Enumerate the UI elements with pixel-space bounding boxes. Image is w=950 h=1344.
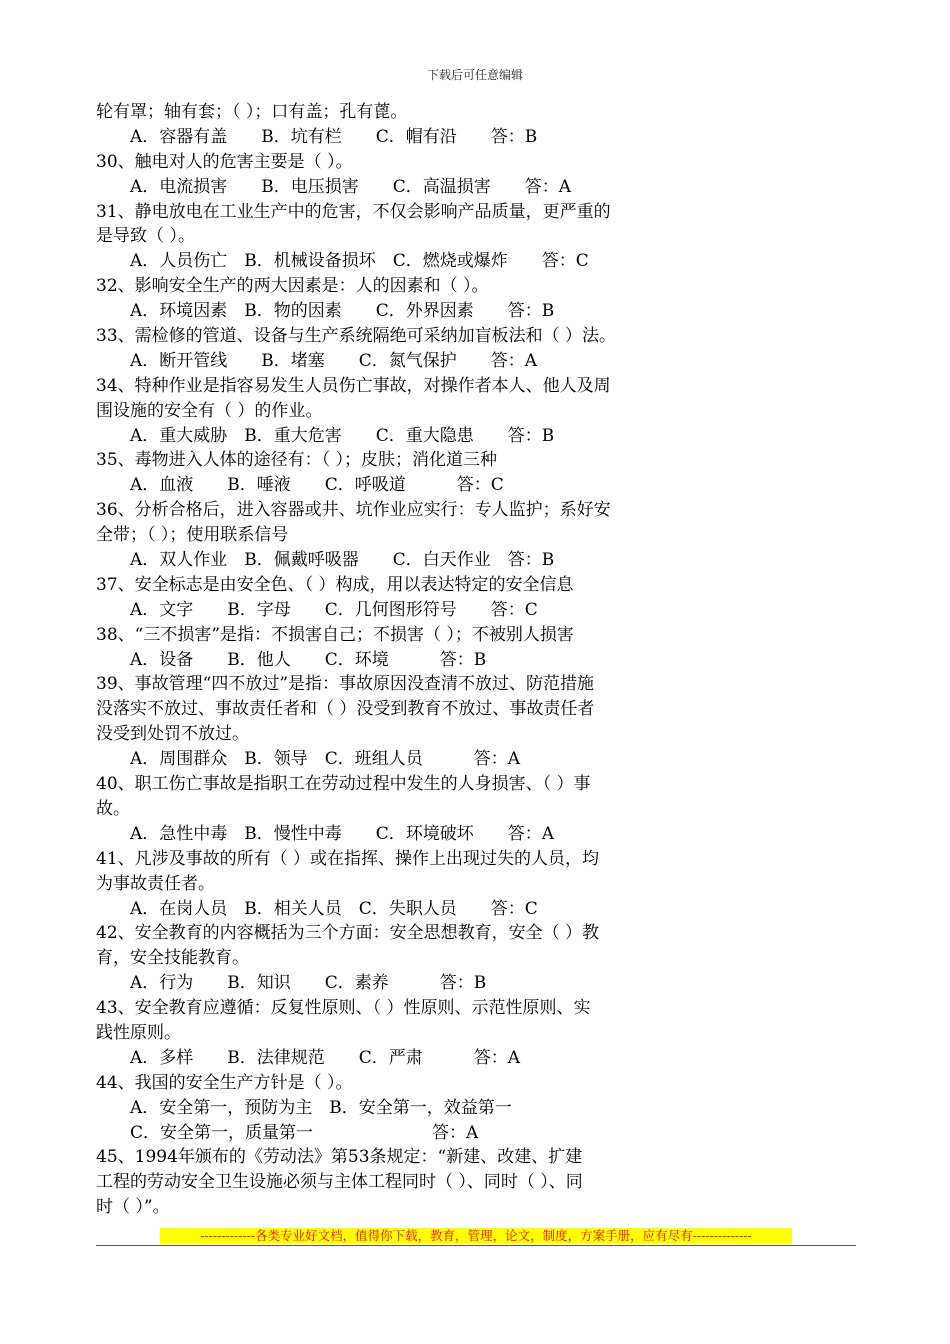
document-body xyxy=(96,100,676,1220)
answer-options-line: A．文字 B．字母 C．几何图形符号 答：C xyxy=(130,599,538,620)
question-text-line: 围设施的安全有（ ）的作业。 xyxy=(96,400,323,421)
question-text-line: 时（ ）”。 xyxy=(96,1197,170,1218)
answer-options-line: A．断开管线 B．堵塞 C．氮气保护 答：A xyxy=(130,350,538,371)
question-text-line: 34、特种作业是指容易发生人员伤亡事故，对操作者本人、他人及周 xyxy=(96,375,611,396)
question-text-line: 没落实不放过、事故责任者和（ ）没受到教育不放过、事故责任者 xyxy=(96,699,595,720)
question-text-line: 33、需检修的管道、设备与生产系统隔绝可采纳加盲板法和（ ）法。 xyxy=(96,326,617,347)
answer-options-line: A．容器有盖 B．坑有栏 C．帽有沿 答：B xyxy=(130,126,538,147)
question-text-line: 45、1994年颁布的《劳动法》第53条规定：“新建、改建、扩建 xyxy=(96,1147,583,1168)
question-text-line: 43、安全教育应遵循：反复性原则、（ ）性原则、示范性原则、实 xyxy=(96,998,591,1019)
question-text-line: 全带；（ ）；使用联系信号 xyxy=(96,525,289,546)
question-text-line: 39、事故管理“四不放过”是指：事故原因没查清不放过、防范措施 xyxy=(96,674,595,695)
answer-options-line: C．安全第一，质量第一 答：A xyxy=(130,1122,479,1143)
answer-options-line: A．周围群众 B．领导 C．班组人员 答：A xyxy=(130,749,521,770)
question-text-line: 践性原则。 xyxy=(96,1022,181,1043)
question-text-line: 工程的劳动安全卫生设施必须与主体工程同时（ ）、同时（ ）、同 xyxy=(96,1172,583,1193)
answer-options-line: A．环境因素 B．物的因素 C．外界因素 答：B xyxy=(130,301,555,322)
question-text-line: 32、影响安全生产的两大因素是：人的因素和（ ）。 xyxy=(96,276,489,297)
answer-options-line: A．行为 B．知识 C．素养 答：B xyxy=(130,973,487,994)
question-text-line: 44、我国的安全生产方针是（ ）。 xyxy=(96,1072,353,1093)
question-text-line: 31、静电放电在工业生产中的危害，不仅会影响产品质量，更严重的 xyxy=(96,201,611,222)
question-text-line: 41、凡涉及事故的所有（ ）或在指挥、操作上出现过失的人员，均 xyxy=(96,848,600,869)
answer-options-line: A．血液 B．唾液 C．呼吸道 答：C xyxy=(130,475,504,496)
answer-options-line: A．安全第一，预防为主 B．安全第一，效益第一 xyxy=(130,1097,512,1118)
answer-options-line: A．人员伤亡 B．机械设备损坏 C．燃烧或爆炸 答：C xyxy=(130,251,589,272)
question-text-line: 42、安全教育的内容概括为三个方面：安全思想教育，安全（ ）教 xyxy=(96,923,600,944)
question-text-line: 没受到处罚不放过。 xyxy=(96,724,249,745)
answer-options-line: A．设备 B．他人 C．环境 答：B xyxy=(130,649,487,670)
question-text-line: 35、毒物进入人体的途径有：（ ）；皮肤；消化道三种 xyxy=(96,450,498,471)
page-header: 下载后可任意编辑 xyxy=(426,68,523,82)
question-text-line: 是导致（ ）。 xyxy=(96,226,195,247)
question-text-line: 30、触电对人的危害主要是（ ）。 xyxy=(96,151,353,172)
question-text-line: 38、“三不损害”是指：不损害自己；不损害（ ）；不被别人损害 xyxy=(96,624,574,645)
footer-banner: -------------各类专业好文档，值得你下载，教育，管理，论文，制度，方案手册，应有尽有-------------- xyxy=(160,1228,792,1244)
answer-options-line: A．重大威胁 B．重大危害 C．重大隐患 答：B xyxy=(130,425,555,446)
answer-options-line: A．电流损害 B．电压损害 C．高温损害 答：A xyxy=(130,176,572,197)
answer-options-line: A．急性中毒 B．慢性中毒 C．环境破坏 答：A xyxy=(130,823,555,844)
answer-options-line: A．在岗人员 B．相关人员 C．失职人员 答：C xyxy=(130,898,538,919)
answer-options-line: A．双人作业 B．佩戴呼吸器 C．白天作业 答：B xyxy=(130,550,555,571)
question-text-line: 37、安全标志是由安全色、（ ）构成，用以表达特定的安全信息 xyxy=(96,574,574,595)
question-text-line: 为事故责任者。 xyxy=(96,873,215,894)
footer-divider xyxy=(96,1245,856,1246)
answer-options-line: A．多样 B．法律规范 C．严肃 答：A xyxy=(130,1047,521,1068)
question-text-line: 轮有罩；轴有套；（ ）；口有盖；孔有蓖。 xyxy=(96,102,408,122)
question-text-line: 故。 xyxy=(96,798,130,819)
question-text-line: 36、分析合格后，进入容器或井、坑作业应实行：专人监护；系好安 xyxy=(96,500,611,521)
question-text-line: 育，安全技能教育。 xyxy=(96,948,249,969)
question-text-line: 40、职工伤亡事故是指职工在劳动过程中发生的人身损害、（ ）事 xyxy=(96,774,591,795)
